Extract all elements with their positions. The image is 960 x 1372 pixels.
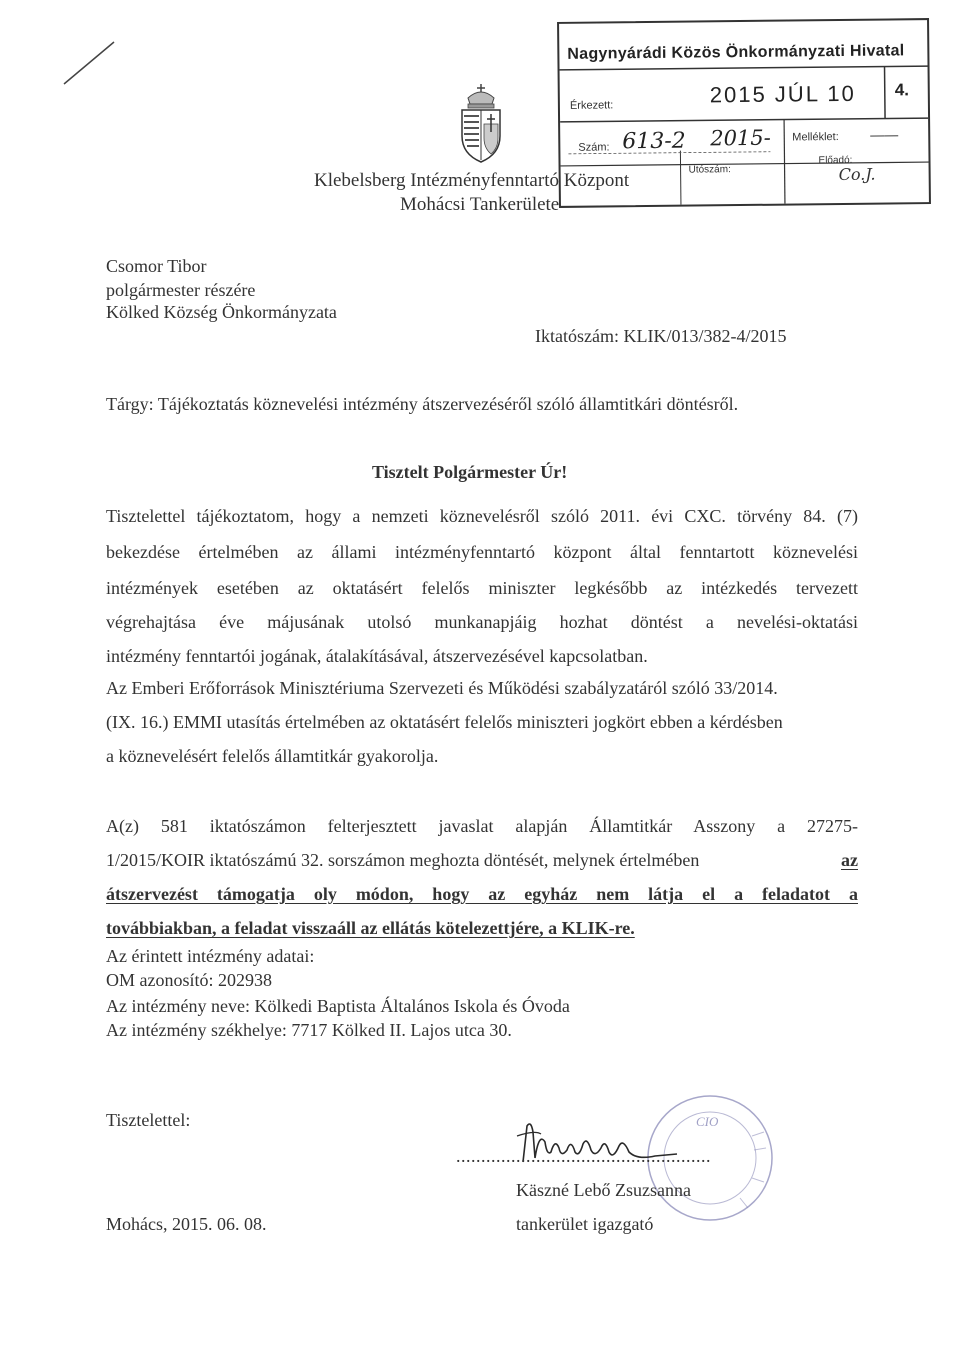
paragraph2-line: a köznevelésért felelős államtitkár gyakorolja. xyxy=(106,746,439,766)
letterhead-org-unit: Mohácsi Tankerülete xyxy=(400,194,560,215)
pen-mark xyxy=(60,38,120,88)
closing-greeting: Tisztelettel: xyxy=(106,1110,191,1130)
stamp-title: Nagynyárádi Közös Önkormányzati Hivatal xyxy=(567,42,905,63)
stamp-date: 2015 JÚL 10 xyxy=(709,80,856,108)
stamp-handwritten-clerk: Co.J. xyxy=(838,164,876,185)
registration-stamp xyxy=(557,18,931,208)
stamp-number: 4. xyxy=(894,80,910,100)
stamp-handwritten-number: 613-2 xyxy=(622,128,686,155)
signature-line: ................................................... xyxy=(456,1146,711,1166)
institution-heading: Az érintett intézmény adatai: xyxy=(106,946,315,966)
addressee-name: Csomor Tibor xyxy=(106,256,207,276)
institution-name: Az intézmény neve: Kölkedi Baptista Általános Iskola és Óvoda xyxy=(106,996,570,1016)
stamp-attachment-label: Melléklet: xyxy=(792,131,839,144)
institution-seat: Az intézmény székhelye: 7717 Kölked II. Lajos utca 30. xyxy=(106,1020,512,1040)
reference-number: Iktatószám: KLIK/013/382-4/2015 xyxy=(535,326,787,346)
paragraph3-line xyxy=(106,850,858,871)
coat-of-arms-icon xyxy=(458,84,504,164)
place-and-date: Mohács, 2015. 06. 08. xyxy=(106,1214,267,1234)
paragraph3-text: 1/2015/KOIR iktatószámú 32. sorszámon meghozta döntését, melynek értelmében xyxy=(106,850,700,870)
paragraph1-line: intézmények esetében az oktatásért felelős miniszter legkésőbb az intézkedés tervezett xyxy=(106,578,858,598)
stamp-clerk-label: Előadó: xyxy=(818,154,853,167)
stamp-followup-label: Utószám: xyxy=(688,164,731,176)
paragraph3-underlined-line: továbbiakban, a feladat visszaáll az ellátás kötelezettjére, a KLIK-re. xyxy=(106,918,635,938)
addressee-org: Kölked Község Önkormányzata xyxy=(106,302,337,322)
stamp-attachment-dash: —— xyxy=(870,126,899,143)
subject-line: Tárgy: Tájékoztatás köznevelési intézmény átszervezéséről szóló államtitkári döntésről. xyxy=(106,394,739,414)
paragraph2-line: Az Emberi Erőforrások Minisztériuma Szervezeti és Működési szabályzatáról szóló 33/2014. xyxy=(106,678,778,698)
salutation: Tisztelt Polgármester Úr! xyxy=(372,462,568,482)
signer-name: Käszné Lebő Zsuzsanna xyxy=(516,1180,691,1200)
paragraph1-line: Tisztelettel tájékoztatom, hogy a nemzeti köznevelésről szóló 2011. évi CXC. törvény 84. (7) xyxy=(106,506,858,526)
paragraph3-underlined-line: átszervezést támogatja oly módon, hogy az egyház nem látja el a feladatot a xyxy=(106,884,858,904)
stamp-received-label: Érkezett: xyxy=(569,99,614,112)
stamp-number-label: Szám: xyxy=(578,141,610,154)
stamp-handwritten-year: 2015- xyxy=(710,125,771,151)
svg-text:CIO: CIO xyxy=(696,1114,719,1129)
addressee-role: polgármester részére xyxy=(106,280,256,300)
signer-role: tankerület igazgató xyxy=(516,1214,654,1234)
paragraph3-line: A(z) 581 iktatószámon felterjesztett javaslat alapján Államtitkár Asszony a 27275- xyxy=(106,816,858,836)
letterhead-org-name: Klebelsberg Intézményfenntartó Központ xyxy=(314,170,630,191)
paragraph1-line: bekezdése értelmében az állami intézményfenntartó központ által fenntartott köznevelési xyxy=(106,542,858,562)
institution-om: OM azonosító: 202938 xyxy=(106,970,272,990)
paragraph2-line: (IX. 16.) EMMI utasítás értelmében az oktatásért felelős miniszteri jogkört ebben a kérdésben xyxy=(106,712,783,732)
paragraph3-underlined-text: az xyxy=(841,850,858,870)
paragraph1-line: végrehajtása éve májusának utolsó munkanapjáig hozhat döntést a nevelési-oktatási xyxy=(106,612,858,632)
paragraph1-line: intézmény fenntartói jogának, átalakításával, átszervezésével kapcsolatban. xyxy=(106,646,648,666)
